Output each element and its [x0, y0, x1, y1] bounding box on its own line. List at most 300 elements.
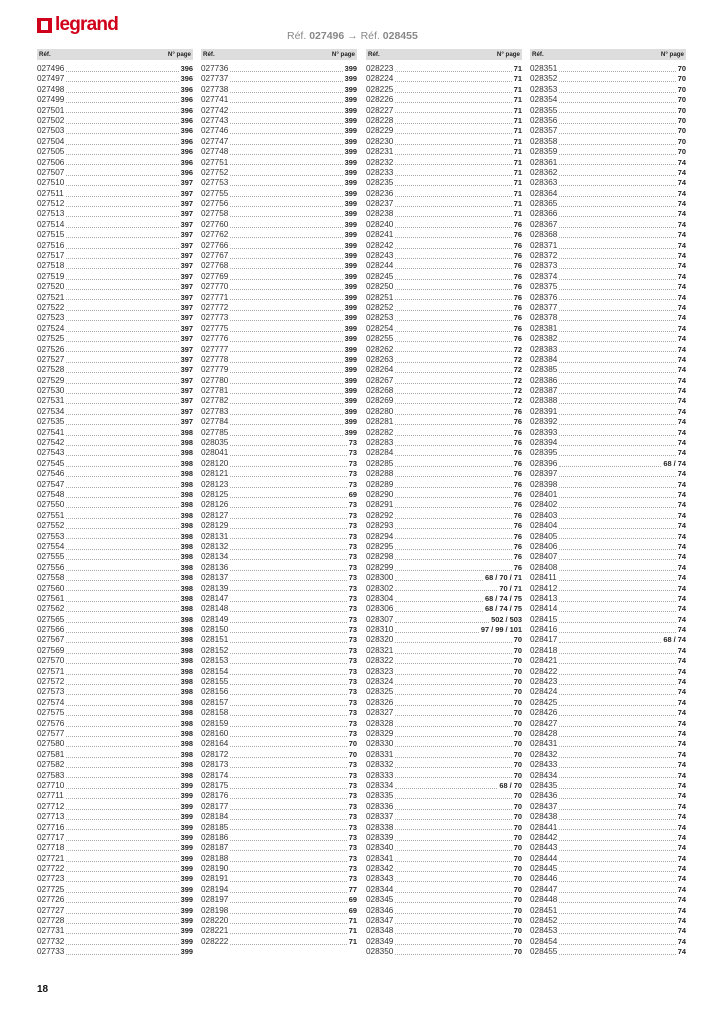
dot-leader	[66, 653, 178, 654]
reference-number: 027732	[37, 936, 65, 946]
reference-number: 028240	[366, 219, 394, 229]
page-reference: 399	[344, 136, 357, 146]
index-row	[201, 521, 357, 531]
reference-number: 028164	[201, 739, 229, 749]
dot-leader	[66, 559, 178, 560]
index-row	[37, 64, 193, 74]
index-row	[530, 812, 686, 822]
index-row	[37, 729, 193, 739]
page-reference: 396	[180, 115, 193, 125]
dot-leader	[559, 455, 675, 456]
index-row	[37, 85, 193, 95]
dot-leader	[559, 570, 675, 571]
reference-number: 028134	[201, 552, 229, 562]
reference-number: 028288	[366, 469, 394, 479]
dot-leader	[66, 746, 178, 747]
reference-number: 028127	[201, 510, 229, 520]
page-reference: 69	[348, 490, 357, 499]
page-reference: 73	[348, 832, 357, 842]
reference-number: 027738	[201, 84, 229, 94]
index-row	[201, 241, 357, 251]
dot-leader	[230, 362, 342, 363]
dot-leader	[395, 757, 511, 758]
page-reference: 74	[677, 593, 686, 603]
reference-number: 027731	[37, 926, 65, 936]
dot-leader	[230, 466, 346, 467]
dot-leader	[66, 777, 178, 778]
index-row	[201, 729, 357, 739]
dot-leader	[395, 351, 511, 352]
page-reference: 70	[513, 718, 522, 728]
index-row	[201, 584, 357, 594]
index-row	[201, 812, 357, 822]
reference-number: 027784	[201, 417, 229, 427]
dot-leader	[559, 164, 675, 165]
page-reference: 71	[513, 157, 522, 167]
index-row	[366, 843, 522, 853]
index-row	[201, 345, 357, 355]
reference-number: 027748	[201, 147, 229, 157]
dot-leader	[559, 123, 675, 124]
dot-leader	[395, 196, 511, 197]
dot-leader	[395, 871, 511, 872]
dot-leader	[395, 445, 511, 446]
index-row	[201, 687, 357, 697]
index-row	[530, 615, 686, 625]
index-row	[201, 137, 357, 147]
page-reference: 399	[344, 105, 357, 115]
dot-leader	[66, 164, 178, 165]
index-row	[37, 906, 193, 916]
page-reference: 399	[344, 230, 357, 240]
reference-number: 027497	[37, 74, 65, 84]
reference-number: 027747	[201, 136, 229, 146]
page-reference: 399	[344, 417, 357, 427]
page-title	[287, 30, 418, 42]
index-row	[201, 147, 357, 157]
reference-number: 027534	[37, 406, 65, 416]
reference-number: 028263	[366, 354, 394, 364]
page-reference: 76	[513, 541, 522, 551]
reference-number: 028175	[201, 780, 229, 790]
page-reference: 74	[677, 251, 686, 261]
reference-number: 027561	[37, 593, 65, 603]
page-reference: 70	[677, 63, 686, 73]
index-row	[201, 802, 357, 812]
page-reference: 70	[677, 115, 686, 125]
page-reference: 74	[677, 344, 686, 354]
index-row	[530, 823, 686, 833]
reference-number: 027525	[37, 334, 65, 344]
index-row	[201, 95, 357, 105]
reference-number: 027560	[37, 583, 65, 593]
index-row	[366, 85, 522, 95]
reference-number: 027530	[37, 386, 65, 396]
dot-leader	[395, 112, 511, 113]
page-reference: 73	[348, 593, 357, 603]
reference-number: 027581	[37, 749, 65, 759]
dot-leader	[559, 424, 675, 425]
dot-leader	[66, 455, 178, 456]
dot-leader	[230, 674, 346, 675]
reference-number: 028267	[366, 375, 394, 385]
dot-leader	[559, 154, 675, 155]
reference-number: 028320	[366, 635, 394, 645]
reference-number: 028428	[530, 728, 558, 738]
page-reference: 76	[513, 417, 522, 427]
index-row	[37, 916, 193, 926]
reference-number: 028374	[530, 271, 558, 281]
index-row	[530, 230, 686, 240]
reference-number: 028197	[201, 895, 229, 905]
index-row	[201, 220, 357, 230]
reference-number: 027504	[37, 136, 65, 146]
dot-leader	[66, 861, 178, 862]
page-reference: 70	[513, 905, 522, 915]
page-reference: 74	[677, 625, 686, 635]
index-row	[201, 667, 357, 677]
index-row	[366, 313, 522, 323]
index-row	[37, 812, 193, 822]
dot-leader	[230, 590, 346, 591]
legrand-logo	[37, 14, 118, 36]
reference-number: 027711	[37, 791, 64, 801]
page-reference: 502 / 503	[491, 614, 522, 624]
dot-leader	[395, 549, 511, 550]
page-reference: 399	[344, 63, 357, 73]
index-row	[37, 791, 193, 801]
index-row	[366, 126, 522, 136]
reference-number: 028290	[366, 490, 394, 499]
reference-number: 027551	[37, 510, 65, 520]
dot-leader	[230, 788, 346, 789]
reference-number: 027736	[201, 63, 229, 73]
dot-leader	[230, 175, 342, 176]
reference-number: 028220	[201, 916, 229, 926]
index-row	[530, 604, 686, 614]
page-reference: 399	[344, 427, 357, 437]
index-row	[201, 386, 357, 396]
dot-leader	[230, 206, 342, 207]
reference-number: 028280	[366, 406, 394, 416]
page-reference: 397	[180, 323, 193, 333]
index-row	[201, 417, 357, 427]
reference-number: 028324	[366, 677, 394, 687]
dot-leader	[395, 923, 511, 924]
reference-number: 028231	[366, 147, 394, 157]
index-row	[37, 646, 193, 656]
column-header	[37, 49, 193, 60]
dot-leader	[66, 268, 178, 269]
index-row	[201, 189, 357, 199]
reference-number: 027527	[37, 354, 65, 364]
dot-leader	[395, 372, 511, 373]
page-reference: 74	[677, 853, 686, 863]
page-reference: 70	[513, 697, 522, 707]
index-row	[201, 64, 357, 74]
index-row	[366, 376, 522, 386]
page-reference: 70	[513, 656, 522, 666]
legrand-logo-mark-icon	[37, 18, 52, 33]
page-reference: 74	[677, 323, 686, 333]
reference-number: 028412	[530, 583, 558, 593]
page-reference: 74	[677, 427, 686, 437]
reference-number: 028281	[366, 417, 394, 427]
page-reference: 397	[180, 396, 193, 406]
page-reference: 74	[677, 167, 686, 177]
page-reference: 399	[344, 209, 357, 219]
dot-leader	[395, 206, 511, 207]
page-reference: 70	[677, 136, 686, 146]
page-reference: 74	[677, 354, 686, 364]
index-row	[530, 906, 686, 916]
index-row	[201, 490, 357, 500]
index-row	[201, 916, 357, 926]
reference-number: 027522	[37, 302, 65, 312]
reference-number: 028375	[530, 282, 558, 292]
dot-leader	[66, 944, 178, 945]
reference-number: 027513	[37, 209, 65, 219]
page-reference: 73	[348, 438, 357, 448]
index-row	[530, 137, 686, 147]
reference-number: 028282	[366, 427, 394, 437]
dot-leader	[559, 746, 675, 747]
index-row	[201, 511, 357, 521]
page-reference: 397	[180, 261, 193, 271]
reference-number: 028291	[366, 500, 394, 510]
index-row	[37, 854, 193, 864]
reference-number: 027515	[37, 230, 65, 240]
dot-leader	[559, 694, 675, 695]
reference-number: 028226	[366, 95, 394, 105]
dot-leader	[559, 237, 675, 238]
reference-number: 028152	[201, 645, 229, 655]
dot-leader	[559, 362, 675, 363]
page-reference: 72	[513, 354, 522, 364]
index-row	[366, 677, 522, 687]
index-row	[37, 843, 193, 853]
dot-leader	[395, 684, 511, 685]
page-reference: 76	[513, 282, 522, 292]
index-row	[366, 552, 522, 562]
reference-number: 028352	[530, 74, 558, 84]
page-reference: 70	[513, 884, 522, 894]
index-row	[530, 251, 686, 261]
index-row	[37, 407, 193, 417]
page-reference: 398	[180, 469, 193, 479]
reference-number: 028403	[530, 510, 558, 520]
index-row	[366, 874, 522, 884]
reference-number: 028340	[366, 843, 394, 853]
reference-number: 027505	[37, 147, 65, 157]
page-reference: 73	[348, 552, 357, 562]
page-reference: 73	[348, 635, 357, 645]
reference-number: 028159	[201, 718, 229, 728]
dot-leader	[395, 881, 511, 882]
reference-number: 027743	[201, 115, 229, 125]
index-row	[37, 937, 193, 947]
index-row	[530, 916, 686, 926]
index-row	[366, 926, 522, 936]
reference-number: 028363	[530, 178, 558, 188]
reference-number: 028136	[201, 562, 229, 572]
reference-number: 028418	[530, 645, 558, 655]
page-reference: 399	[344, 323, 357, 333]
dot-leader	[395, 861, 511, 862]
reference-number: 028160	[201, 728, 229, 738]
index-row	[37, 448, 193, 458]
reference-number: 027576	[37, 718, 65, 728]
page-reference: 70	[513, 864, 522, 874]
reference-number: 028346	[366, 905, 394, 915]
dot-leader	[230, 196, 342, 197]
reference-number: 027780	[201, 375, 229, 385]
index-row	[530, 750, 686, 760]
header-ref-label: Réf.	[532, 51, 544, 58]
page-reference: 74	[677, 916, 686, 926]
page-reference: 70	[513, 666, 522, 676]
dot-leader	[66, 289, 178, 290]
reference-number: 028151	[201, 635, 229, 645]
dot-leader	[230, 248, 342, 249]
dot-leader	[559, 674, 675, 675]
page-reference: 399	[180, 791, 193, 801]
reference-number: 028349	[366, 936, 394, 946]
index-row	[530, 95, 686, 105]
index-row	[201, 625, 357, 635]
reference-number: 028385	[530, 365, 558, 375]
index-row	[37, 563, 193, 573]
reference-number: 028262	[366, 344, 394, 354]
index-row	[530, 386, 686, 396]
reference-number: 028153	[201, 656, 229, 666]
reference-number: 027727	[37, 905, 65, 915]
page-reference: 398	[180, 770, 193, 780]
page-reference: 74	[677, 552, 686, 562]
reference-number: 028177	[201, 801, 229, 811]
index-row	[366, 251, 522, 261]
index-row	[530, 874, 686, 884]
index-row	[201, 469, 357, 479]
reference-number: 028411	[530, 573, 557, 583]
index-row	[37, 635, 193, 645]
index-row	[201, 480, 357, 490]
index-row	[37, 178, 193, 188]
page-reference: 74	[677, 541, 686, 551]
index-row	[366, 272, 522, 282]
reference-number: 028328	[366, 718, 394, 728]
page-reference: 70	[513, 728, 522, 738]
index-row	[201, 178, 357, 188]
dot-leader	[559, 819, 675, 820]
page-reference: 70	[513, 760, 522, 770]
page-reference: 74	[677, 406, 686, 416]
dot-leader	[66, 196, 179, 197]
dot-leader	[66, 248, 178, 249]
reference-number: 028358	[530, 136, 558, 146]
page-reference: 70	[513, 708, 522, 718]
index-row	[201, 282, 357, 292]
dot-leader	[395, 507, 511, 508]
page-reference: 70	[513, 687, 522, 697]
reference-number: 028300	[366, 573, 394, 583]
page-reference: 398	[180, 448, 193, 458]
reference-number: 028241	[366, 230, 394, 240]
dot-leader	[230, 154, 342, 155]
page-reference: 70	[677, 126, 686, 136]
index-row	[37, 116, 193, 126]
reference-number: 028132	[201, 541, 229, 551]
index-row	[201, 209, 357, 219]
index-column-1	[37, 49, 193, 958]
index-row	[37, 126, 193, 136]
page-reference: 397	[180, 406, 193, 416]
page-reference: 399	[180, 895, 193, 905]
index-row	[37, 687, 193, 697]
index-row	[366, 345, 522, 355]
page-reference: 74	[677, 791, 686, 801]
page-reference: 74	[677, 864, 686, 874]
dot-leader	[559, 227, 675, 228]
index-row	[201, 926, 357, 936]
dot-leader	[395, 777, 511, 778]
reference-number: 027772	[201, 302, 229, 312]
dot-leader	[395, 736, 511, 737]
index-row	[201, 677, 357, 687]
reference-number: 028327	[366, 708, 394, 718]
dot-leader	[230, 403, 342, 404]
dot-leader	[66, 726, 178, 727]
dot-leader	[230, 528, 346, 529]
index-row	[366, 521, 522, 531]
dot-leader	[559, 580, 676, 581]
reference-number: 028441	[530, 822, 558, 832]
dot-leader	[395, 279, 511, 280]
dot-leader	[395, 653, 511, 654]
index-row	[530, 563, 686, 573]
dot-leader	[559, 435, 675, 436]
page-reference: 71	[513, 147, 522, 157]
dot-leader	[395, 726, 511, 727]
reference-number: 027529	[37, 375, 65, 385]
reference-number: 027733	[37, 947, 65, 957]
reference-number: 027716	[37, 822, 65, 832]
index-row	[201, 261, 357, 271]
page-reference: 398	[180, 521, 193, 531]
dot-leader	[66, 393, 178, 394]
page-reference: 399	[344, 219, 357, 229]
page-reference: 72	[513, 365, 522, 375]
page-reference: 74	[677, 521, 686, 531]
dot-leader	[66, 632, 178, 633]
index-row	[201, 428, 357, 438]
reference-number: 027721	[37, 853, 65, 863]
dot-leader	[66, 684, 178, 685]
page-reference: 74	[677, 219, 686, 229]
reference-number: 027726	[37, 895, 65, 905]
index-row	[201, 365, 357, 375]
page-reference: 398	[180, 573, 193, 583]
dot-leader	[66, 674, 178, 675]
reference-number: 027746	[201, 126, 229, 136]
reference-number: 028190	[201, 864, 229, 874]
index-row	[37, 874, 193, 884]
index-row	[37, 95, 193, 105]
index-row	[530, 947, 686, 957]
reference-number: 027760	[201, 219, 229, 229]
dot-leader	[230, 112, 342, 113]
page-reference: 76	[513, 406, 522, 416]
